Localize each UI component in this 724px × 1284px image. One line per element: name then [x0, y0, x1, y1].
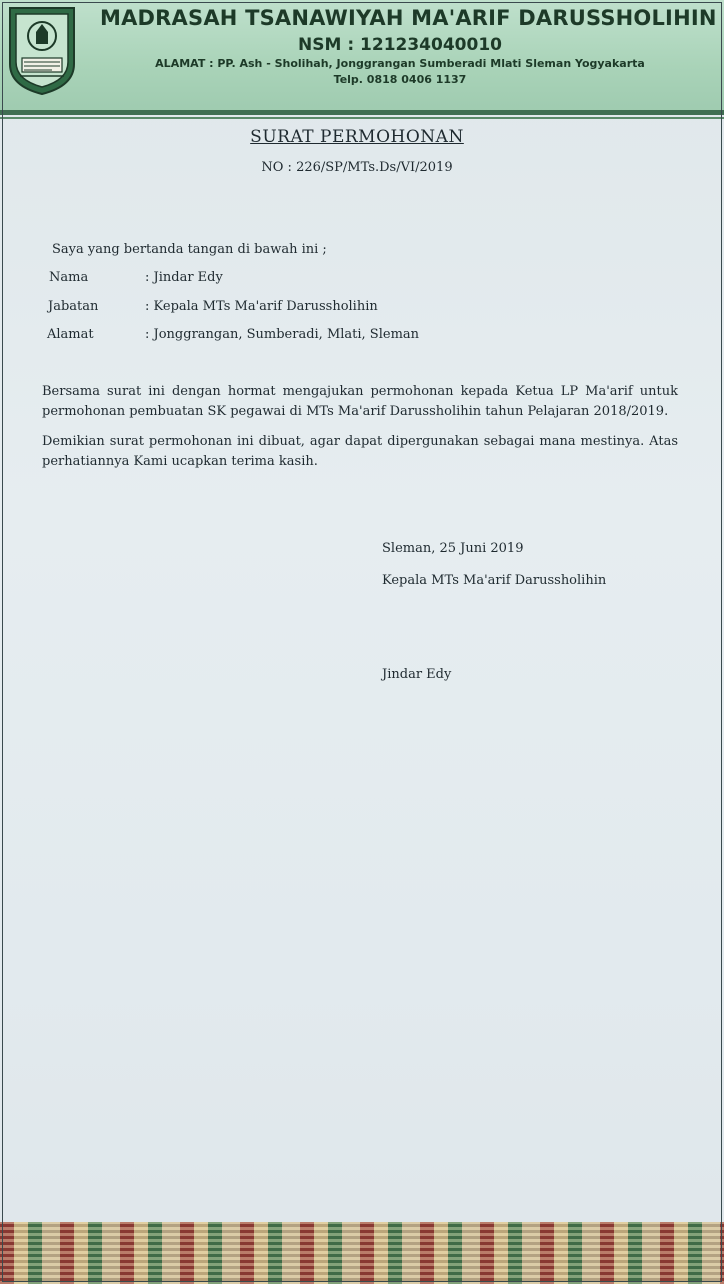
- field-label-alamat: Alamat: [47, 327, 94, 342]
- school-phone: Telp. 0818 0406 1137: [333, 73, 467, 86]
- page-border: [2, 2, 722, 1282]
- signer-title: Kepala MTs Ma'arif Darussholihin: [382, 573, 607, 588]
- letterhead-divider: [0, 110, 724, 115]
- school-crest-icon: [6, 2, 78, 96]
- letter-title: SURAT PERMOHONAN: [250, 127, 464, 147]
- field-value-jabatan: : Kepala MTs Ma'arif Darussholihin: [145, 299, 378, 314]
- woven-mat-background: [0, 1222, 724, 1284]
- place-date: Sleman, 25 Juni 2019: [382, 541, 524, 556]
- school-nsm: NSM : 121234040010: [298, 35, 502, 55]
- signer-name: Jindar Edy: [382, 667, 452, 682]
- school-address: ALAMAT : PP. Ash - Sholihah, Jonggrangan Sumberadi Mlati Sleman Yogyakarta: [155, 57, 645, 70]
- school-name: MADRASAH TSANAWIYAH MA'ARIF DARUSSHOLIHIN: [100, 6, 717, 30]
- letter-intro: Saya yang bertanda tangan di bawah ini ;: [52, 242, 327, 257]
- field-value-nama: : Jindar Edy: [145, 270, 223, 285]
- body-paragraph-2: Demikian surat permohonan ini dibuat, agar dapat dipergunakan sebagai mana mestinya. Atas perhatiannya Kami ucapkan terima kasih.: [42, 434, 678, 469]
- field-label-jabatan: Jabatan: [48, 299, 99, 314]
- field-label-nama: Nama: [49, 270, 89, 285]
- body-paragraph-1: Bersama surat ini dengan hormat mengajukan permohonan kepada Ketua LP Ma'arif untuk permohonan pembuatan SK pegawai di MTs Ma'arif Darussholihin tahun Pelajaran 2018/2019.: [42, 384, 678, 419]
- letter-number: NO : 226/SP/MTs.Ds/VI/2019: [261, 160, 453, 175]
- letterhead-divider-thin: [0, 117, 724, 119]
- field-value-alamat: : Jonggrangan, Sumberadi, Mlati, Sleman: [145, 327, 420, 342]
- letterhead: [0, 0, 724, 112]
